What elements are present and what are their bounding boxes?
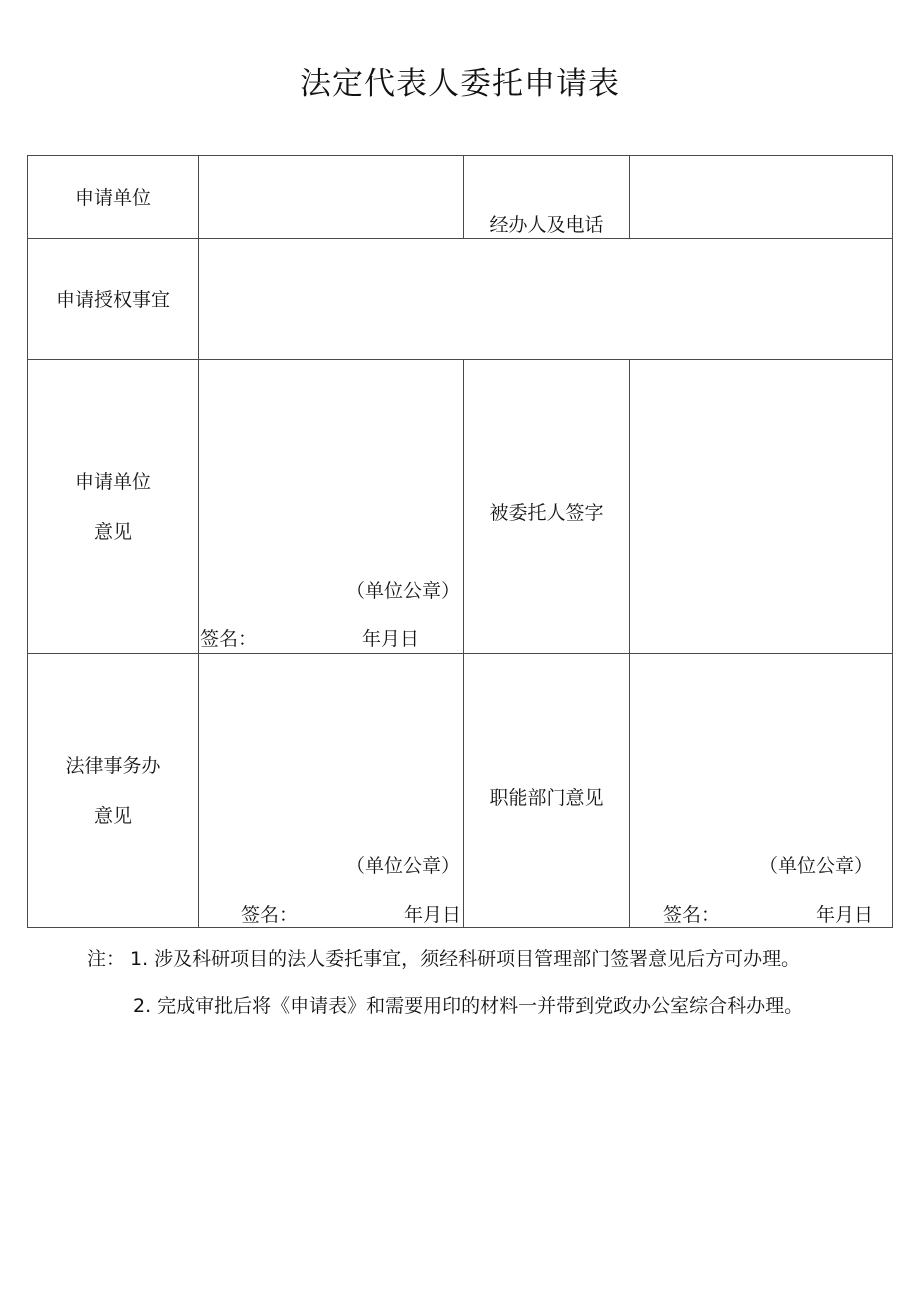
cell-authorization-matter-label xyxy=(27,238,199,360)
cell-applicant-opinion-label xyxy=(27,359,199,654)
date-label-right: 年月日 xyxy=(816,904,874,926)
seal-text-right: （单位公章） xyxy=(759,855,874,877)
cell-handler-phone-label xyxy=(463,155,630,239)
legal-affairs-label-line1: 法律事务办 xyxy=(65,755,161,777)
applicant-unit-label: 申请单位 xyxy=(74,187,151,209)
sign-label: 签名： xyxy=(200,628,258,650)
applicant-opinion-label-line2: 意见 xyxy=(93,521,132,543)
cell-legal-affairs-value[interactable] xyxy=(198,653,464,928)
sign-label-left: 签名： xyxy=(241,904,299,926)
note-1: 1. 涉及科研项目的法人委托事宜，须经科研项目管理部门签署意见后方可办理。 xyxy=(130,948,801,970)
cell-handler-phone-value[interactable] xyxy=(629,155,893,239)
seal-text-left: （单位公章） xyxy=(346,855,461,877)
applicant-opinion-label-line1: 申请单位 xyxy=(74,471,151,493)
cell-functional-dept-label xyxy=(463,653,630,928)
cell-authorization-matter-value[interactable] xyxy=(198,238,893,360)
cell-trustee-signature-label xyxy=(463,359,630,654)
cell-trustee-signature-value[interactable] xyxy=(629,359,893,654)
cell-legal-affairs-label xyxy=(27,653,199,928)
note-2: 2. 完成审批后将《申请表》和需要用印的材料一并带到党政办公室综合科办理。 xyxy=(133,995,804,1017)
functional-dept-label: 职能部门意见 xyxy=(489,787,604,809)
notes-prefix: 注： xyxy=(87,948,126,970)
cell-applicant-unit-value[interactable] xyxy=(198,155,464,239)
date-label: 年月日 xyxy=(362,628,420,650)
authorization-matter-label: 申请授权事宜 xyxy=(55,289,170,311)
form-title: 法定代表人委托申请表 xyxy=(300,66,620,102)
cell-functional-dept-value[interactable] xyxy=(629,653,893,928)
cell-applicant-unit-label xyxy=(27,155,199,239)
handler-phone-label: 经办人及电话 xyxy=(489,214,604,236)
date-label-left: 年月日 xyxy=(404,904,462,926)
trustee-signature-label: 被委托人签字 xyxy=(489,502,604,524)
cell-applicant-opinion-value[interactable] xyxy=(198,359,464,654)
sign-label-right: 签名： xyxy=(663,904,721,926)
seal-text: （单位公章） xyxy=(346,580,461,602)
legal-affairs-label-line2: 意见 xyxy=(93,805,132,827)
